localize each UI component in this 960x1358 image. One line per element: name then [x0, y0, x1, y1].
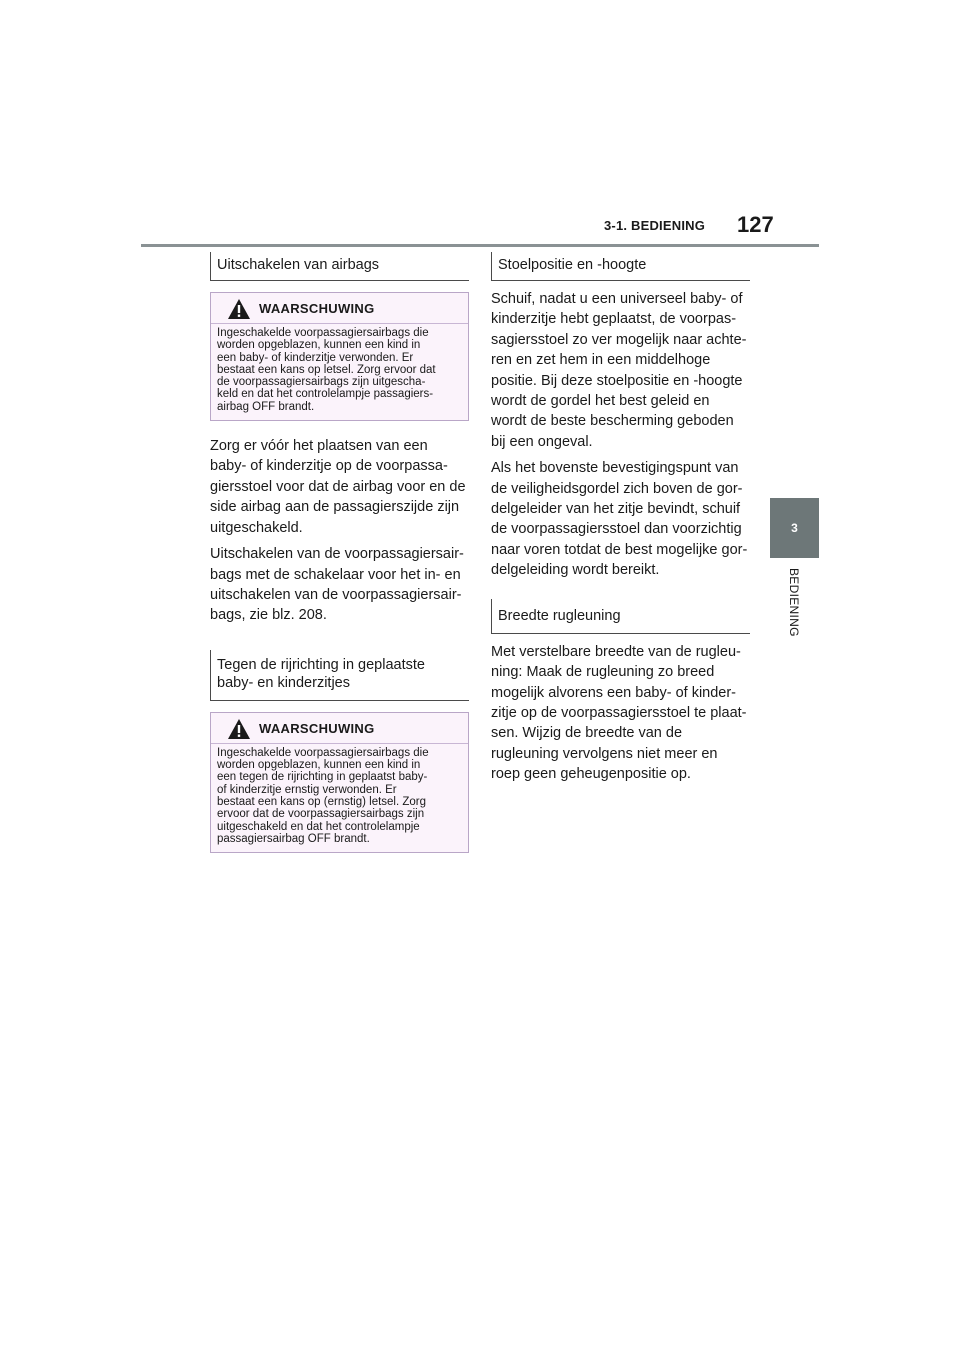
text-line: sen. Wijzig de breedte van de — [491, 725, 683, 742]
left-column — [210, 252, 469, 853]
text-line: uitgeschakeld. — [210, 519, 303, 536]
text-line: de veiligheidsgordel zich boven de gor- — [491, 480, 743, 497]
text-line: zitje op de voorpassagiersstoel te plaat- — [491, 704, 747, 721]
header-rule — [141, 244, 819, 247]
text-line: Tegen de rijrichting in geplaatste — [217, 656, 425, 673]
page-section-title: 3-1. BEDIENING — [604, 218, 706, 233]
warning-line: Ingeschakelde voorpassagiersairbags die — [217, 327, 429, 339]
warning-text — [211, 324, 468, 420]
warning-line: bestaat een kans op (ernstig) letsel. Zorg — [217, 795, 427, 808]
text-line: rugleuning vervolgens niet meer en — [491, 745, 718, 762]
right-column — [491, 252, 750, 785]
text-line: bags met de schakelaar voor het in- en — [210, 566, 461, 583]
warning-triangle-icon — [227, 718, 251, 740]
warning-box-1 — [210, 292, 469, 421]
subheading-backrest-width: Breedte rugleuning — [491, 599, 750, 634]
text-line: ning: Maak de rugleuning zo breed — [491, 664, 715, 681]
warning-header — [211, 293, 468, 324]
text-line: bij een ongeval. — [491, 433, 593, 450]
subheading-rear-facing — [210, 650, 469, 701]
warning-line: de voorpassagiersairbags zijn uitgescha- — [217, 376, 426, 389]
warning-line: passagiersairbag OFF brandt. — [217, 832, 370, 845]
text-line: uitschakelen van de voorpassagiersair- — [210, 586, 462, 603]
warning-line: worden opgeblazen, kunnen een kind in — [217, 759, 421, 772]
warning-line: airbag OFF brandt. — [217, 400, 315, 413]
paragraph-airbag-off — [210, 436, 469, 538]
paragraph-backrest-width — [491, 642, 750, 785]
text-line: wordt de beste bescherming geboden — [491, 413, 734, 430]
text-line: roep geen geheugenpositie op. — [491, 766, 691, 783]
warning-line: Ingeschakelde voorpassagiersairbags die — [217, 746, 429, 759]
text-line: giersstoel voor dat de airbag voor en de — [210, 478, 466, 495]
text-line: kinderzitje hebt geplaatst, de voorpas- — [491, 311, 737, 328]
warning-header — [211, 713, 468, 744]
text-line: sagiersstoel zo ver mogelijk naar achte- — [491, 331, 747, 348]
text-line: Schuif, nadat u een universeel baby- of — [491, 291, 743, 307]
warning-title: WAARSCHUWING — [259, 301, 375, 316]
text-line: Uitschakelen van de voorpassagiersair- — [210, 546, 464, 563]
subheading-airbags: Uitschakelen van airbags — [210, 252, 469, 281]
warning-line: ervoor dat de voorpassagiersairbags zijn — [217, 808, 425, 821]
text-line: delgeleiding wordt bereikt. — [491, 562, 660, 579]
warning-line: bestaat een kans op letsel. Zorg ervoor dat — [217, 363, 436, 376]
warning-title: WAARSCHUWING — [259, 720, 375, 736]
warning-line: worden opgeblazen, kunnen een kind in — [217, 339, 421, 352]
warning-box-2 — [210, 712, 469, 853]
text-line: naar voren totdat de best mogelijke gor- — [491, 541, 748, 558]
text-line: Met verstelbare breedte van de rugleu- — [491, 643, 741, 660]
warning-triangle-icon — [227, 298, 251, 320]
text-line: delgeleider van het zitje bevindt, schuif — [491, 501, 741, 518]
text-line: Zorg er vóór het plaatsen van een — [210, 438, 428, 455]
text-line: positie. Bij deze stoelpositie en -hoogte — [491, 372, 743, 389]
warning-line: uitgeschakeld en dat het controlelampje — [217, 820, 420, 833]
warning-line: een baby- of kinderzitje verwonden. Er — [217, 351, 414, 364]
text-line: baby- of kinderzitje op de voorpassa- — [210, 458, 448, 475]
page-number: 127 — [737, 212, 774, 237]
paragraph-switch-reference — [210, 544, 469, 626]
text-line: mogelijk alvorens een baby- of kinder- — [491, 684, 737, 701]
text-line: Als het bovenste bevestigingspunt van — [491, 460, 739, 477]
text-line: baby- en kinderzitjes — [217, 674, 350, 691]
warning-line: keld en dat het controlelampje passagiers- — [217, 388, 434, 401]
chapter-side-tab: 3 — [770, 498, 819, 558]
text-line: wordt de gordel het best geleid en — [491, 393, 710, 410]
text-line: de voorpassagiersstoel dan voorzichtig — [491, 521, 742, 538]
chapter-side-label: BEDIENING — [787, 568, 801, 637]
text-line: ren en zet hem in een middelhoge — [491, 352, 711, 369]
text-line: bags, zie blz. 208. — [210, 607, 327, 624]
paragraph-belt-guide — [491, 458, 750, 580]
warning-line: of kinderzitje ernstig verwonden. Er — [217, 783, 397, 796]
warning-text — [211, 744, 468, 852]
warning-line: een tegen de rijrichting in geplaatst baby- — [217, 771, 428, 784]
paragraph-seat-position — [491, 289, 750, 452]
text-line: side airbag aan de passagierszijde zijn — [210, 499, 460, 516]
subheading-seat-position: Stoelpositie en -hoogte — [491, 252, 750, 281]
